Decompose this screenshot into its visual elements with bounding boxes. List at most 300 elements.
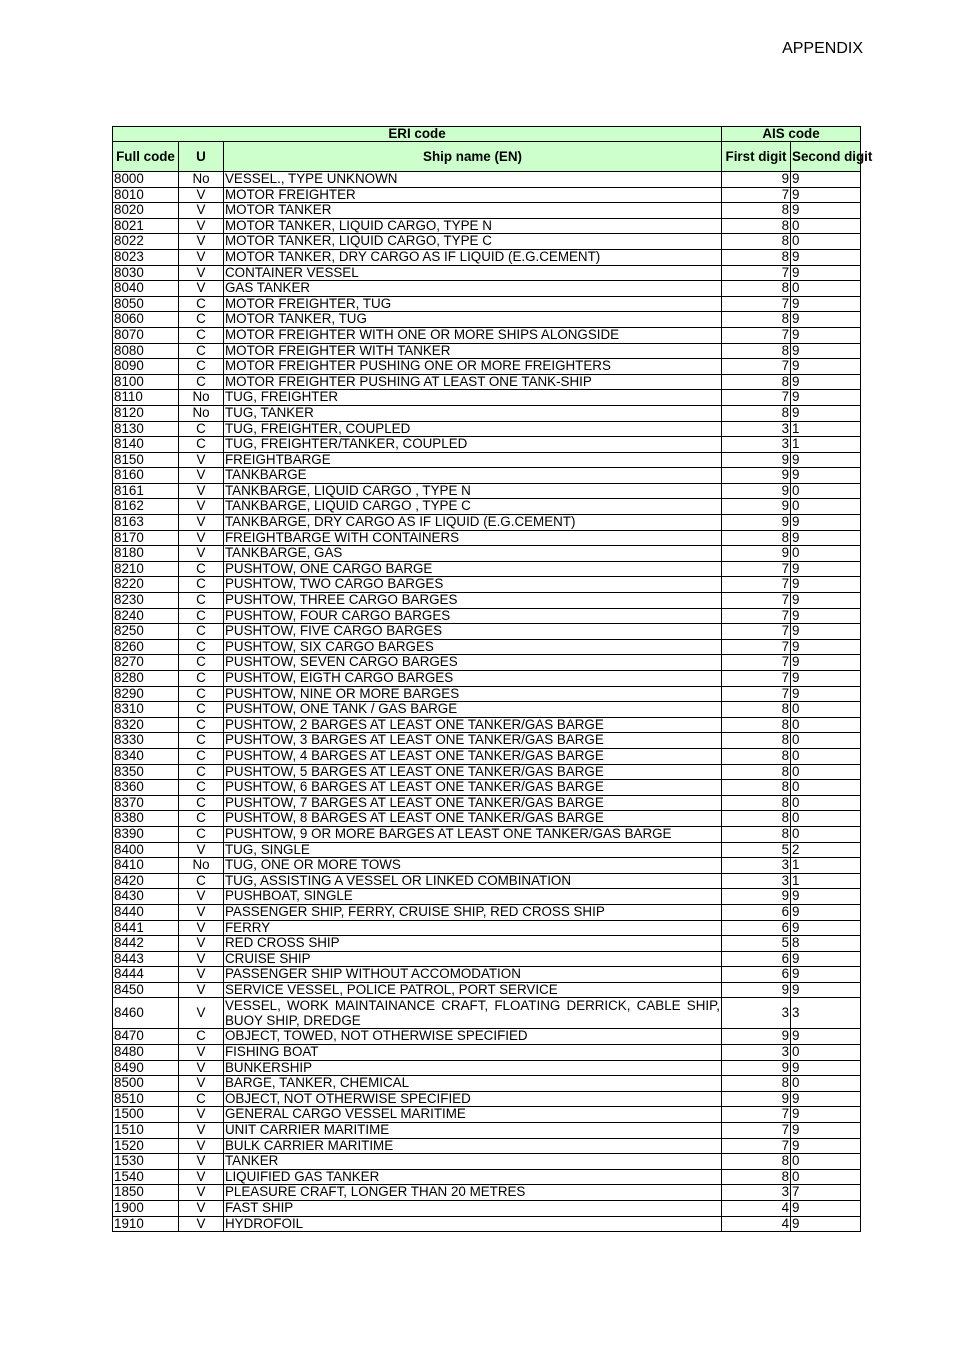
full-code-cell: 8510: [113, 1091, 179, 1107]
table-row: [113, 374, 861, 390]
ship-name-cell: TUG, FREIGHTER, COUPLED: [224, 421, 722, 437]
second-digit-cell: 1: [791, 421, 861, 437]
second-digit-cell: 0: [791, 499, 861, 515]
ship-name-cell: TUG, SINGLE: [224, 842, 722, 858]
ship-name-cell: TANKBARGE: [224, 468, 722, 484]
u-cell: V: [179, 1201, 224, 1217]
table-row: [113, 1045, 861, 1061]
ship-name-cell: TANKBARGE, GAS: [224, 546, 722, 562]
u-cell: V: [179, 1107, 224, 1123]
second-digit-cell: 9: [791, 671, 861, 687]
ship-name-cell: FERRY: [224, 920, 722, 936]
first-digit-cell: 8: [722, 826, 791, 842]
full-code-cell: 8060: [113, 312, 179, 328]
second-digit-cell: 0: [791, 733, 861, 749]
second-digit-cell: 8: [791, 936, 861, 952]
second-digit-cell: 9: [791, 639, 861, 655]
second-digit-cell: 9: [791, 920, 861, 936]
table-row: [113, 904, 861, 920]
second-digit-cell: 7: [791, 1185, 861, 1201]
u-cell: V: [179, 281, 224, 297]
ship-name-cell: MOTOR FREIGHTER PUSHING AT LEAST ONE TANK-SHIP: [224, 374, 722, 390]
second-digit-cell: 9: [791, 967, 861, 983]
u-cell: C: [179, 639, 224, 655]
first-digit-cell: 8: [722, 343, 791, 359]
full-code-cell: 8442: [113, 936, 179, 952]
second-digit-cell: 9: [791, 561, 861, 577]
table-row: [113, 842, 861, 858]
second-digit-cell: 9: [791, 405, 861, 421]
first-digit-cell: 5: [722, 936, 791, 952]
table-body: [113, 172, 861, 1232]
ship-name-cell: FISHING BOAT: [224, 1045, 722, 1061]
ship-name-cell: PUSHTOW, THREE CARGO BARGES: [224, 593, 722, 609]
group-header-row: [113, 127, 861, 142]
full-code-cell: 8110: [113, 390, 179, 406]
first-digit-cell: 3: [722, 437, 791, 453]
second-digit-cell: 9: [791, 1060, 861, 1076]
u-cell: V: [179, 951, 224, 967]
first-digit-cell: 8: [722, 1154, 791, 1170]
first-digit-cell: 7: [722, 686, 791, 702]
second-digit-cell: 9: [791, 265, 861, 281]
u-cell: V: [179, 1169, 224, 1185]
u-cell: C: [179, 780, 224, 796]
page-header-appendix: APPENDIX: [782, 40, 863, 57]
table-row: [113, 172, 861, 188]
ship-name-cell: SERVICE VESSEL, POLICE PATROL, PORT SERVICE: [224, 982, 722, 998]
first-digit-cell: 7: [722, 296, 791, 312]
table-row: [113, 561, 861, 577]
full-code-cell: 8440: [113, 904, 179, 920]
second-digit-cell: 0: [791, 702, 861, 718]
u-cell: C: [179, 421, 224, 437]
table-row: [113, 265, 861, 281]
table-row: [113, 593, 861, 609]
ship-name-cell: FREIGHTBARGE WITH CONTAINERS: [224, 530, 722, 546]
u-cell: C: [179, 826, 224, 842]
full-code-cell: 8370: [113, 795, 179, 811]
table-row: [113, 1201, 861, 1217]
full-code-cell: 8090: [113, 359, 179, 375]
u-cell: No: [179, 405, 224, 421]
u-cell: C: [179, 873, 224, 889]
table-row: [113, 608, 861, 624]
second-digit-cell: 9: [791, 359, 861, 375]
ship-name-cell: TANKBARGE, LIQUID CARGO , TYPE C: [224, 499, 722, 515]
u-cell: V: [179, 249, 224, 265]
u-cell: C: [179, 593, 224, 609]
u-cell: C: [179, 795, 224, 811]
ship-name-cell: PASSENGER SHIP WITHOUT ACCOMODATION: [224, 967, 722, 983]
u-cell: V: [179, 452, 224, 468]
second-digit-cell: 1: [791, 858, 861, 874]
full-code-cell: 8480: [113, 1045, 179, 1061]
ship-name-cell: PUSHTOW, 8 BARGES AT LEAST ONE TANKER/GAS BARGE: [224, 811, 722, 827]
full-code-cell: 8130: [113, 421, 179, 437]
ship-name-cell: TANKBARGE, DRY CARGO AS IF LIQUID (E.G.CEMENT): [224, 515, 722, 531]
u-cell: C: [179, 312, 224, 328]
second-digit-cell: 9: [791, 1107, 861, 1123]
full-code-cell: 8360: [113, 780, 179, 796]
first-digit-cell: 7: [722, 1107, 791, 1123]
first-digit-cell: 7: [722, 639, 791, 655]
full-code-cell: 8380: [113, 811, 179, 827]
second-digit-cell: 9: [791, 1216, 861, 1232]
ship-name-cell: PUSHTOW, ONE TANK / GAS BARGE: [224, 702, 722, 718]
first-digit-cell: 7: [722, 671, 791, 687]
full-code-cell: 8310: [113, 702, 179, 718]
full-code-cell: 1910: [113, 1216, 179, 1232]
full-code-cell: 8010: [113, 187, 179, 203]
u-cell: C: [179, 296, 224, 312]
table-row: [113, 1169, 861, 1185]
u-cell: V: [179, 904, 224, 920]
table-row: [113, 218, 861, 234]
second-digit-cell: 9: [791, 452, 861, 468]
table-row: [113, 1060, 861, 1076]
ship-name-cell: PUSHTOW, FOUR CARGO BARGES: [224, 608, 722, 624]
first-digit-cell: 8: [722, 281, 791, 297]
full-code-cell: 8260: [113, 639, 179, 655]
table-row: [113, 452, 861, 468]
u-cell: C: [179, 811, 224, 827]
second-digit-cell: 9: [791, 390, 861, 406]
table-row: [113, 671, 861, 687]
first-digit-cell: 7: [722, 1138, 791, 1154]
ship-name-cell: BARGE, TANKER, CHEMICAL: [224, 1076, 722, 1092]
full-code-cell: 8240: [113, 608, 179, 624]
table-row: [113, 530, 861, 546]
ship-name-cell: PUSHTOW, 4 BARGES AT LEAST ONE TANKER/GAS BARGE: [224, 748, 722, 764]
first-digit-cell: 7: [722, 577, 791, 593]
ship-name-cell: MOTOR TANKER, DRY CARGO AS IF LIQUID (E.G.CEMENT): [224, 249, 722, 265]
ship-name-cell: PASSENGER SHIP, FERRY, CRUISE SHIP, RED CROSS SHIP: [224, 904, 722, 920]
full-code-cell: 8444: [113, 967, 179, 983]
first-digit-cell: 9: [722, 468, 791, 484]
table-row: [113, 499, 861, 515]
ship-name-cell: MOTOR TANKER, LIQUID CARGO, TYPE C: [224, 234, 722, 250]
ship-name-cell: PUSHTOW, EIGTH CARGO BARGES: [224, 671, 722, 687]
second-digit-cell: 9: [791, 468, 861, 484]
u-cell: C: [179, 343, 224, 359]
ais-code-header: AIS code: [722, 127, 861, 142]
u-cell: C: [179, 624, 224, 640]
full-code-cell: 8040: [113, 281, 179, 297]
first-digit-cell: 8: [722, 748, 791, 764]
u-cell: V: [179, 1060, 224, 1076]
u-cell: V: [179, 889, 224, 905]
table-row: [113, 936, 861, 952]
u-cell: V: [179, 1045, 224, 1061]
ship-name-cell: GAS TANKER: [224, 281, 722, 297]
ship-name-header: Ship name (EN): [224, 142, 722, 172]
second-digit-cell: 9: [791, 1138, 861, 1154]
table-row: [113, 780, 861, 796]
ship-name-cell: PUSHTOW, 3 BARGES AT LEAST ONE TANKER/GAS BARGE: [224, 733, 722, 749]
first-digit-cell: 3: [722, 873, 791, 889]
table-row: [113, 655, 861, 671]
full-code-cell: 8120: [113, 405, 179, 421]
u-cell: V: [179, 203, 224, 219]
second-digit-cell: 0: [791, 795, 861, 811]
second-digit-header: Second digit: [791, 142, 861, 172]
second-digit-cell: 3: [791, 998, 861, 1029]
first-digit-cell: 9: [722, 1029, 791, 1045]
u-cell: V: [179, 967, 224, 983]
table-row: [113, 359, 861, 375]
first-digit-cell: 3: [722, 421, 791, 437]
table-row: [113, 811, 861, 827]
ship-name-cell: PUSHTOW, NINE OR MORE BARGES: [224, 686, 722, 702]
first-digit-cell: 8: [722, 249, 791, 265]
second-digit-cell: 1: [791, 873, 861, 889]
second-digit-cell: 9: [791, 655, 861, 671]
second-digit-cell: 0: [791, 748, 861, 764]
second-digit-cell: 9: [791, 624, 861, 640]
u-cell: V: [179, 1123, 224, 1139]
table-row: [113, 1216, 861, 1232]
full-code-cell: 8330: [113, 733, 179, 749]
full-code-cell: 8161: [113, 483, 179, 499]
table-row: [113, 717, 861, 733]
full-code-cell: 8500: [113, 1076, 179, 1092]
table-row: [113, 437, 861, 453]
second-digit-cell: 0: [791, 717, 861, 733]
first-digit-cell: 9: [722, 483, 791, 499]
full-code-cell: 8050: [113, 296, 179, 312]
u-cell: C: [179, 327, 224, 343]
ship-name-cell: PUSHTOW, ONE CARGO BARGE: [224, 561, 722, 577]
ship-name-cell: MOTOR FREIGHTER PUSHING ONE OR MORE FREIGHTERS: [224, 359, 722, 375]
u-cell: V: [179, 1154, 224, 1170]
table-row: [113, 343, 861, 359]
second-digit-cell: 9: [791, 904, 861, 920]
first-digit-cell: 8: [722, 717, 791, 733]
ship-name-cell: PUSHTOW, SEVEN CARGO BARGES: [224, 655, 722, 671]
table-row: [113, 826, 861, 842]
full-code-cell: 1850: [113, 1185, 179, 1201]
u-cell: C: [179, 764, 224, 780]
u-cell: V: [179, 982, 224, 998]
u-cell: V: [179, 998, 224, 1029]
ship-name-cell: MOTOR TANKER, TUG: [224, 312, 722, 328]
ship-name-cell: TUG, FREIGHTER: [224, 390, 722, 406]
full-code-cell: 8410: [113, 858, 179, 874]
table-row: [113, 515, 861, 531]
full-code-cell: 1510: [113, 1123, 179, 1139]
first-digit-cell: 8: [722, 374, 791, 390]
full-code-cell: 8420: [113, 873, 179, 889]
table-row: [113, 764, 861, 780]
table-row: [113, 1029, 861, 1045]
table-row: [113, 546, 861, 562]
eri-code-header: ERI code: [113, 127, 722, 142]
second-digit-cell: 9: [791, 187, 861, 203]
first-digit-cell: 6: [722, 967, 791, 983]
u-cell: No: [179, 172, 224, 188]
second-digit-cell: 0: [791, 1154, 861, 1170]
ship-name-cell: FAST SHIP: [224, 1201, 722, 1217]
ship-name-cell: UNIT CARRIER MARITIME: [224, 1123, 722, 1139]
second-digit-cell: 9: [791, 577, 861, 593]
first-digit-cell: 4: [722, 1216, 791, 1232]
ship-name-cell: BUNKERSHIP: [224, 1060, 722, 1076]
first-digit-cell: 8: [722, 530, 791, 546]
table-row: [113, 748, 861, 764]
first-digit-cell: 9: [722, 172, 791, 188]
second-digit-cell: 0: [791, 546, 861, 562]
table-row: [113, 702, 861, 718]
u-cell: V: [179, 468, 224, 484]
first-digit-cell: 8: [722, 764, 791, 780]
ship-name-cell: CRUISE SHIP: [224, 951, 722, 967]
table-row: [113, 889, 861, 905]
second-digit-cell: 9: [791, 1029, 861, 1045]
u-cell: V: [179, 218, 224, 234]
ship-name-cell: TUG, TANKER: [224, 405, 722, 421]
u-cell: V: [179, 530, 224, 546]
full-code-cell: 8270: [113, 655, 179, 671]
full-code-cell: 8140: [113, 437, 179, 453]
first-digit-cell: 4: [722, 1201, 791, 1217]
second-digit-cell: 0: [791, 1169, 861, 1185]
ship-name-cell: PLEASURE CRAFT, LONGER THAN 20 METRES: [224, 1185, 722, 1201]
ship-name-cell: TUG, ONE OR MORE TOWS: [224, 858, 722, 874]
full-code-cell: 8070: [113, 327, 179, 343]
u-cell: No: [179, 858, 224, 874]
full-code-cell: 8160: [113, 468, 179, 484]
second-digit-cell: 0: [791, 281, 861, 297]
u-cell: V: [179, 842, 224, 858]
table-row: [113, 858, 861, 874]
ship-name-cell: HYDROFOIL: [224, 1216, 722, 1232]
second-digit-cell: 9: [791, 1091, 861, 1107]
first-digit-cell: 8: [722, 1076, 791, 1092]
table-row: [113, 187, 861, 203]
first-digit-cell: 6: [722, 904, 791, 920]
full-code-cell: 1520: [113, 1138, 179, 1154]
first-digit-cell: 5: [722, 842, 791, 858]
u-cell: C: [179, 717, 224, 733]
u-cell: C: [179, 733, 224, 749]
ship-name-cell: GENERAL CARGO VESSEL MARITIME: [224, 1107, 722, 1123]
second-digit-cell: 9: [791, 608, 861, 624]
ship-name-cell: VESSEL., TYPE UNKNOWN: [224, 172, 722, 188]
full-code-cell: 8220: [113, 577, 179, 593]
table-row: [113, 795, 861, 811]
u-cell: V: [179, 1216, 224, 1232]
second-digit-cell: 0: [791, 218, 861, 234]
full-code-header: Full code: [113, 142, 179, 172]
full-code-cell: 1530: [113, 1154, 179, 1170]
first-digit-cell: 9: [722, 452, 791, 468]
second-digit-cell: 9: [791, 982, 861, 998]
table-row: [113, 327, 861, 343]
u-header: U: [179, 142, 224, 172]
first-digit-cell: 6: [722, 920, 791, 936]
u-cell: V: [179, 546, 224, 562]
first-digit-cell: 7: [722, 359, 791, 375]
second-digit-cell: 1: [791, 437, 861, 453]
full-code-cell: 8100: [113, 374, 179, 390]
u-cell: C: [179, 1029, 224, 1045]
table-row: [113, 390, 861, 406]
second-digit-cell: 9: [791, 374, 861, 390]
table-row: [113, 1138, 861, 1154]
full-code-cell: 8350: [113, 764, 179, 780]
second-digit-cell: 0: [791, 811, 861, 827]
second-digit-cell: 9: [791, 515, 861, 531]
ship-name-cell: MOTOR TANKER, LIQUID CARGO, TYPE N: [224, 218, 722, 234]
full-code-cell: 8180: [113, 546, 179, 562]
ship-name-cell: FREIGHTBARGE: [224, 452, 722, 468]
second-digit-cell: 9: [791, 327, 861, 343]
first-digit-cell: 8: [722, 312, 791, 328]
first-digit-cell: 8: [722, 218, 791, 234]
full-code-cell: 8023: [113, 249, 179, 265]
u-cell: C: [179, 359, 224, 375]
first-digit-cell: 7: [722, 561, 791, 577]
u-cell: C: [179, 437, 224, 453]
first-digit-cell: 8: [722, 405, 791, 421]
ship-name-cell: MOTOR TANKER: [224, 203, 722, 219]
first-digit-cell: 8: [722, 795, 791, 811]
ship-name-cell: TANKBARGE, LIQUID CARGO , TYPE N: [224, 483, 722, 499]
u-cell: V: [179, 187, 224, 203]
ship-name-cell: PUSHTOW, 6 BARGES AT LEAST ONE TANKER/GAS BARGE: [224, 780, 722, 796]
u-cell: V: [179, 499, 224, 515]
ship-name-cell: PUSHTOW, SIX CARGO BARGES: [224, 639, 722, 655]
full-code-cell: 8080: [113, 343, 179, 359]
first-digit-header: First digit: [722, 142, 791, 172]
first-digit-cell: 9: [722, 499, 791, 515]
table-row: [113, 1123, 861, 1139]
full-code-cell: 8460: [113, 998, 179, 1029]
table-row: [113, 982, 861, 998]
table-row: [113, 1091, 861, 1107]
u-cell: C: [179, 1091, 224, 1107]
table-row: [113, 234, 861, 250]
table-row: [113, 468, 861, 484]
first-digit-cell: 7: [722, 265, 791, 281]
table-row: [113, 203, 861, 219]
first-digit-cell: 8: [722, 203, 791, 219]
first-digit-cell: 9: [722, 546, 791, 562]
ship-name-cell: RED CROSS SHIP: [224, 936, 722, 952]
ship-name-cell: TUG, ASSISTING A VESSEL OR LINKED COMBINATION: [224, 873, 722, 889]
table-row: [113, 920, 861, 936]
ship-name-cell: LIQUIFIED GAS TANKER: [224, 1169, 722, 1185]
u-cell: V: [179, 234, 224, 250]
u-cell: No: [179, 390, 224, 406]
table-row: [113, 967, 861, 983]
full-code-cell: 8340: [113, 748, 179, 764]
ship-name-cell: OBJECT, TOWED, NOT OTHERWISE SPECIFIED: [224, 1029, 722, 1045]
full-code-cell: 8000: [113, 172, 179, 188]
second-digit-cell: 9: [791, 1201, 861, 1217]
second-digit-cell: 9: [791, 686, 861, 702]
second-digit-cell: 9: [791, 593, 861, 609]
table-row: [113, 483, 861, 499]
second-digit-cell: 0: [791, 780, 861, 796]
full-code-cell: 8021: [113, 218, 179, 234]
u-cell: C: [179, 702, 224, 718]
second-digit-cell: 0: [791, 234, 861, 250]
u-cell: C: [179, 608, 224, 624]
table-row: [113, 405, 861, 421]
u-cell: V: [179, 515, 224, 531]
